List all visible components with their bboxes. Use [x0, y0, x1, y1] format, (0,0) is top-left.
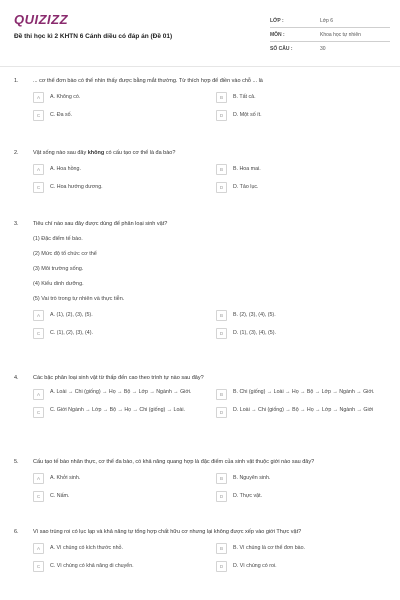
answer-option-c[interactable] [33, 327, 203, 340]
option-text: B. Hoa mai. [233, 166, 261, 172]
option-text: C. Vì chúng có khả năng di chuyển. [50, 563, 134, 569]
option-letter: B [216, 310, 227, 321]
option-text: D. Vì chúng có roi. [233, 563, 277, 569]
answer-options [33, 388, 386, 419]
meta-value: 30 [320, 46, 326, 52]
option-text: C. Nấm. [50, 493, 70, 499]
answer-option-c[interactable] [33, 181, 203, 194]
option-letter: D [216, 407, 227, 418]
answer-option-b[interactable] [216, 472, 386, 485]
option-letter: C [33, 491, 44, 502]
answer-option-b[interactable] [216, 163, 386, 176]
answer-options [33, 163, 386, 194]
answer-options [33, 309, 386, 340]
option-text: D. Thực vật. [233, 493, 263, 499]
answer-option-d[interactable] [216, 560, 386, 573]
option-letter: D [216, 182, 227, 193]
meta-label: LỚP : [270, 17, 284, 24]
meta-row-class [270, 14, 390, 28]
option-text: B. Nguyên sinh. [233, 475, 271, 481]
option-letter: B [216, 543, 227, 554]
header-divider [0, 66, 400, 67]
question-text: ... cơ thể đơn bào có thể nhìn thấy được bằng mắt thường. Từ thích hợp để điền vào chỗ ... là [33, 78, 263, 84]
question-emphasis: không [87, 150, 105, 156]
question-text: Tiêu chí nào sau đây được dùng để phân loại sinh vật? [33, 221, 168, 227]
option-text: C. Đa số. [50, 112, 73, 118]
statement-5: (5) Vai trò trong tự nhiên và thực tiễn. [33, 296, 125, 302]
option-letter: A [33, 310, 44, 321]
answer-option-a[interactable] [33, 163, 203, 176]
option-text: B. (2), (3), (4), (5). [233, 312, 276, 318]
meta-row-subject [270, 28, 390, 42]
answer-option-a[interactable] [33, 472, 203, 485]
option-text: A. Không có. [50, 94, 81, 100]
option-text: C. Hoa hướng dương. [50, 184, 103, 190]
answer-option-c[interactable] [33, 560, 203, 573]
answer-options [33, 91, 386, 122]
option-letter: B [216, 92, 227, 103]
answer-option-b[interactable] [216, 309, 386, 322]
answer-option-d[interactable] [216, 490, 386, 503]
answer-option-b[interactable] [216, 91, 386, 104]
answer-option-a[interactable] [33, 542, 203, 555]
option-letter: B [216, 389, 227, 400]
option-letter: C [33, 110, 44, 121]
question-5 [0, 459, 400, 503]
answer-option-a[interactable] [33, 91, 203, 104]
question-3 [0, 221, 400, 340]
option-text: A. Khởi sinh. [50, 475, 81, 481]
option-letter: A [33, 389, 44, 400]
meta-value: Khoa học tự nhiên [320, 31, 361, 38]
option-letter: D [216, 561, 227, 572]
statement-3: (3) Môi trường sống. [33, 266, 84, 272]
answer-option-d[interactable] [216, 327, 386, 340]
option-text: A. Loài → Chi (giống) → Họ → Bộ → Lớp → Ngành → Giới. [50, 389, 192, 395]
option-letter: A [33, 543, 44, 554]
meta-label: SỐ CÂU : [270, 46, 293, 52]
answer-option-d[interactable] [216, 109, 386, 122]
option-letter: C [33, 407, 44, 418]
answer-option-d[interactable] [216, 181, 386, 194]
answer-option-a[interactable] [33, 309, 203, 322]
question-number: 1. [14, 78, 19, 84]
option-letter: C [33, 561, 44, 572]
option-text: D. Loài → Chi (giống) → Bộ → Họ → Lớp → Ngành → Giới [233, 407, 374, 413]
option-letter: C [33, 328, 44, 339]
option-text: B. Chi (giống) → Loài → Họ → Bộ → Lớp → Ngành → Giới. [233, 389, 375, 395]
option-text: B. Tất cả. [233, 94, 256, 100]
option-text: D. (1), (3), (4), (5). [233, 330, 276, 336]
question-text-part: Vật sống nào sau đây [33, 150, 88, 156]
question-number: 3. [14, 221, 19, 227]
answer-option-c[interactable] [33, 490, 203, 503]
option-text: D. Một số ít. [233, 112, 262, 118]
question-number: 5. [14, 459, 19, 465]
option-letter: B [216, 473, 227, 484]
question-text: Vì sao trùng roi có lục lạp và khả năng tự tổng hợp chất hữu cơ nhưng lại không được xếp vào giới Thực vật? [33, 529, 302, 535]
option-letter: C [33, 182, 44, 193]
statement-2: (2) Mức độ tổ chức cơ thể [33, 251, 97, 257]
option-letter: D [216, 491, 227, 502]
answer-option-d[interactable] [216, 406, 386, 419]
worksheet-meta [270, 14, 390, 56]
option-letter: A [33, 92, 44, 103]
answer-option-b[interactable] [216, 542, 386, 555]
option-text: C. (1), (2), (3), (4). [50, 330, 93, 336]
answer-option-c[interactable] [33, 406, 203, 419]
worksheet-header [0, 0, 400, 62]
answer-options [33, 542, 386, 573]
option-text: C. Giới Ngành → Lớp → Bộ → Họ → Chi (giống) → Loài. [50, 407, 186, 413]
quizizz-logo: QUIZIZZ [14, 12, 69, 27]
question-text: Các bậc phân loại sinh vật từ thấp đến cao theo trình tự nào sau đây? [33, 375, 204, 381]
answer-option-a[interactable] [33, 388, 203, 401]
option-letter: A [33, 164, 44, 175]
question-number: 2. [14, 150, 19, 156]
statement-4: (4) Kiểu dinh dưỡng. [33, 281, 84, 287]
answer-option-c[interactable] [33, 109, 203, 122]
question-6 [0, 529, 400, 573]
answer-options [33, 472, 386, 503]
worksheet-title: Đề thi học kì 2 KHTN 6 Cánh diều có đáp án (Đề 01) [14, 33, 173, 40]
meta-row-count [270, 42, 390, 56]
meta-value: Lớp 6 [320, 17, 334, 24]
option-letter: D [216, 328, 227, 339]
option-letter: D [216, 110, 227, 121]
question-text [33, 150, 386, 157]
question-text: Cấu tạo tế bào nhân thực, cơ thể đa bào, có khả năng quang hợp là đặc điểm của sinh vật thuộc giới nào sau đây? [33, 459, 315, 465]
option-text: B. Vì chúng là cơ thể đơn bào. [233, 545, 306, 551]
question-number: 4. [14, 375, 19, 381]
option-text: A. (1), (2), (3), (5). [50, 312, 93, 318]
meta-label: MÔN : [270, 31, 285, 38]
option-letter: B [216, 164, 227, 175]
question-2 [0, 150, 400, 194]
question-text-part: có cấu tạo cơ thể là đa bào? [104, 150, 176, 156]
answer-option-b[interactable] [216, 388, 386, 401]
option-letter: A [33, 473, 44, 484]
option-text: A. Vì chúng có kích thước nhỏ. [50, 545, 123, 551]
option-text: A. Hoa hồng. [50, 166, 81, 172]
statement-1: (1) Đặc điểm tế bào. [33, 236, 83, 242]
question-4 [0, 375, 400, 419]
question-1 [0, 78, 400, 122]
option-text: D. Tảo lục. [233, 184, 259, 190]
question-number: 6. [14, 529, 19, 535]
